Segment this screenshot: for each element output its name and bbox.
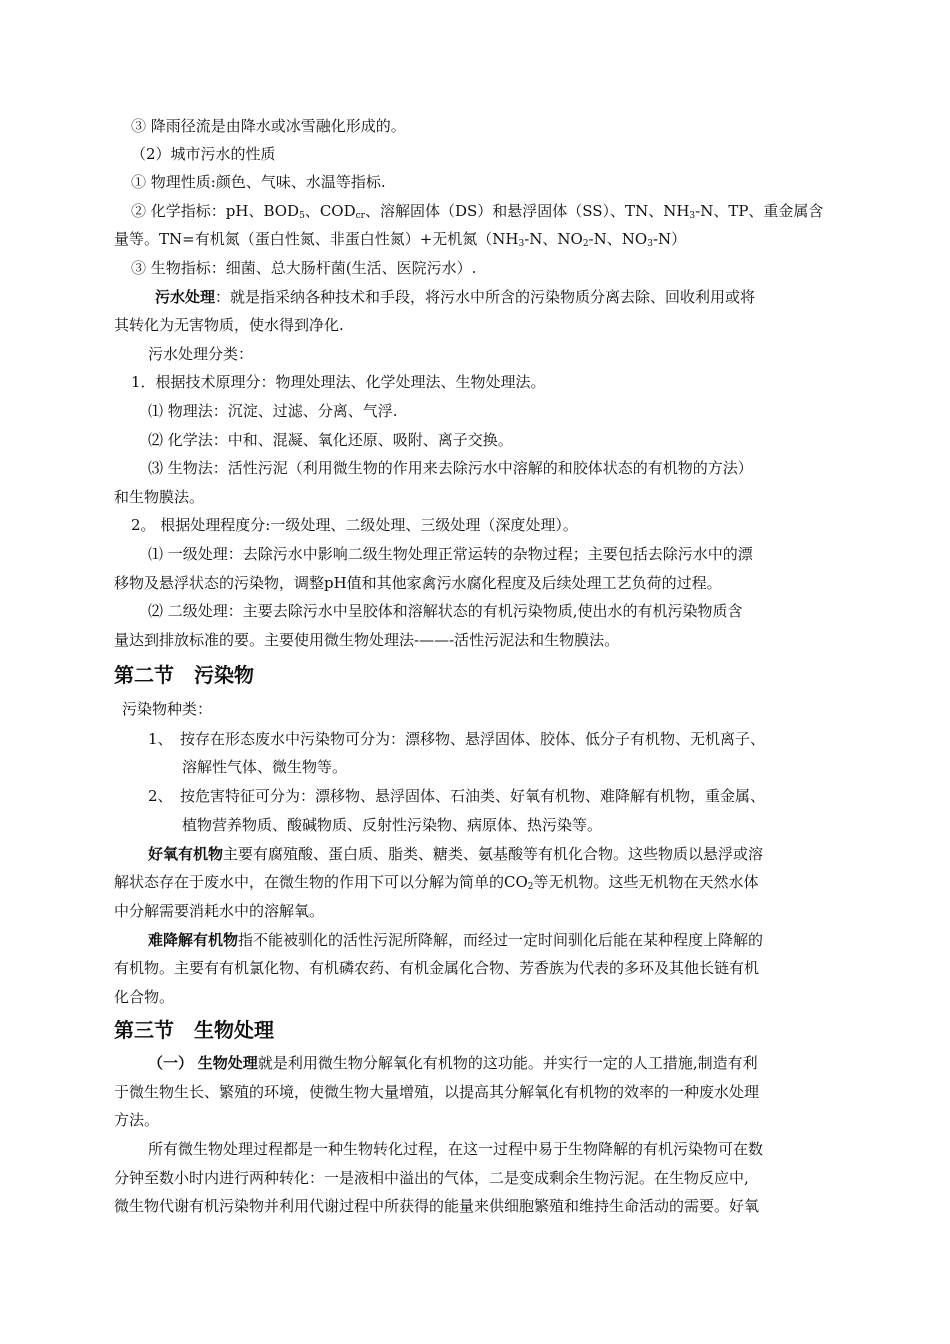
text-line (114, 572, 722, 594)
text-line (148, 457, 753, 479)
text-line (148, 843, 763, 865)
text-run: 植物营养物质、酸碱物质、反射性污染物、病原体、热污染等。 (182, 816, 603, 834)
text-run: 于微生物生长、繁殖的环境，使微生物大量增殖，以提高其分解氧化有机物的效率的一种废水处理 (114, 1083, 760, 1101)
text-run: ⑵ 二级处理：主要去除污水中呈胶体和溶解状态的有机污染物质,使出水的有机污染物质含 (148, 602, 743, 620)
section-heading: 第三节 生物处理 (114, 1018, 274, 1042)
text-run: （2）城市污水的性质 (131, 145, 276, 163)
text-run: 指不能被驯化的活性污泥所降解，而经过一定时间驯化后能在某种程度上降解的 (238, 931, 764, 949)
subscript: cr (355, 211, 365, 221)
text-line (148, 1052, 758, 1074)
section-heading: 第二节 污染物 (114, 663, 254, 687)
text-run: 所有微生物处理过程都是一种生物转化过程，在这一过程中易于生物降解的有机污染物可在数 (148, 1140, 764, 1158)
text-run: 2、 按危害特征可分为：漂移物、悬浮固体、石油类、好氧有机物、难降解有机物，重金属、 (148, 787, 766, 805)
text-line (131, 171, 386, 193)
text-run: 等无机物。这些无机物在天然水体 (533, 873, 759, 891)
text-line (148, 785, 765, 807)
text-run: 有机物。主要有有机氯化物、有机磷农药、有机金属化合物、芳香族为代表的多环及其他长链有机 (114, 959, 760, 977)
text-line (182, 814, 602, 836)
text-run: ② 化学指标：pH、BOD (131, 202, 300, 220)
text-run: 分钟至数小时内进行两种转化：一是液相中溢出的气体，二是变成剩余生物污泥。在生物反应中, (114, 1169, 749, 1187)
text-run: 方法。 (114, 1111, 160, 1129)
text-run: ⑴ 一级处理：去除污水中影响二级生物处理正常运转的杂物过程；主要包括去除污水中的漂 (148, 545, 753, 563)
text-line (114, 314, 344, 336)
text-run: 主要有腐殖酸、蛋白质、脂类、糖类、氨基酸等有机化合物。这些物质以悬浮或溶 (223, 845, 764, 863)
text-run: 污水处理分类： (148, 345, 254, 363)
text-run: ⑴ 物理法：沉淀、过滤、分离、气浮. (148, 402, 398, 420)
text-line (114, 1109, 159, 1131)
text-run: 其转化为无害物质，使水得到净化. (114, 316, 344, 334)
text-line (114, 957, 759, 979)
text-line (114, 871, 759, 893)
subscript: 5 (299, 211, 305, 221)
text-line (148, 543, 753, 565)
text-run: 微生物代谢有机污染物并利用代谢过程中所获得的能量来供细胞繁殖和维持生命活动的需要。好氧 (114, 1197, 760, 1215)
text-line (148, 429, 513, 451)
text-line (122, 698, 212, 720)
text-line (114, 1195, 759, 1217)
text-run: 化合物。 (114, 988, 175, 1006)
text-run: -N、NO (588, 230, 648, 248)
subscript: 2 (527, 882, 534, 892)
bold-term: 好氧有机物 (148, 845, 224, 863)
text-run: ③ 降雨径流是由降水或冰雪融化形成的。 (131, 117, 406, 135)
bold-term: 污水处理 (155, 288, 216, 306)
text-line (114, 1081, 759, 1103)
text-line (131, 257, 476, 279)
bold-term: 生物处理 (197, 1054, 258, 1072)
subscript: 3 (689, 211, 696, 221)
text-run: ：就是指采纳各种技术和手段，将污水中所含的污染物质分离去除、回收利用或将 (215, 288, 756, 306)
text-run: 和生物膜法。 (114, 488, 205, 506)
text-line (148, 1138, 763, 1160)
text-run: 1、 按存在形态废水中污染物可分为：漂移物、悬浮固体、胶体、低分子有机物、无机离子、 (148, 730, 766, 748)
text-line (131, 371, 546, 393)
text-run: 2。 根据处理程度分:一级处理、二级处理、三级处理（深度处理）。 (131, 516, 578, 534)
text-line (148, 728, 765, 750)
text-line (114, 228, 686, 250)
text-line (131, 200, 823, 222)
text-run: 解状态存在于废水中，在微生物的作用下可以分解为简单的CO (114, 873, 528, 891)
text-run: 量达到排放标准的要。主要使用微生物处理法-——-活性污泥法和生物膜法。 (114, 631, 620, 649)
text-run: ① 物理性质:颜色、气味、水温等指标. (131, 173, 386, 191)
text-run: ③ 生物指标：细菌、总大肠杆菌(生活、医院污水）. (131, 259, 477, 277)
subscript: 3 (647, 239, 653, 249)
text-line (148, 343, 253, 365)
text-run: 、COD (304, 202, 356, 220)
text-run: 溶解性气体、微生物等。 (182, 758, 348, 776)
text-line (114, 1167, 749, 1189)
text-run: 、溶解固体（DS）和悬浮固体（SS）、TN、NH (364, 202, 690, 220)
text-run: -N、NO (524, 230, 583, 248)
text-line (131, 514, 578, 536)
text-run: 1．根据技术原理分：物理处理法、化学处理法、生物处理法。 (131, 373, 546, 391)
text-run: ⑵ 化学法：中和、混凝、氧化还原、吸附、离子交换。 (148, 431, 513, 449)
text-line (114, 900, 324, 922)
text-line (131, 143, 276, 165)
text-line (114, 629, 619, 651)
text-run: 就是利用微生物分解氧化有机物的这功能。并实行一定的人工措施,制造有利 (257, 1054, 758, 1072)
text-run: -N、TP、重金属含 (695, 202, 824, 220)
subscript: 3 (518, 239, 525, 249)
text-line (148, 929, 763, 951)
text-run: -N） (652, 230, 687, 248)
text-line (155, 286, 755, 308)
text-run: 污染物种类： (122, 700, 213, 718)
text-run: 移物及悬浮状态的污染物，调整pH值和其他家禽污水腐化程度及后续处理工艺负荷的过程。 (114, 574, 722, 592)
text-run: ⑶ 生物法：活性污泥（利用微生物的作用来去除污水中溶解的和胶体状态的有机物的方法） (148, 459, 753, 477)
text-line (148, 600, 743, 622)
bold-term: （一） (148, 1054, 194, 1072)
text-run: 量等。TN=有机氮（蛋白性氮、非蛋白性氮）+无机氮（NH (114, 230, 519, 248)
text-line (131, 115, 406, 137)
text-run: 中分解需要消耗水中的溶解氧。 (114, 902, 325, 920)
text-line (182, 756, 347, 778)
subscript: 2 (582, 239, 589, 249)
text-line (114, 486, 204, 508)
text-line (114, 986, 174, 1008)
bold-term: 难降解有机物 (148, 931, 239, 949)
text-line (148, 400, 398, 422)
